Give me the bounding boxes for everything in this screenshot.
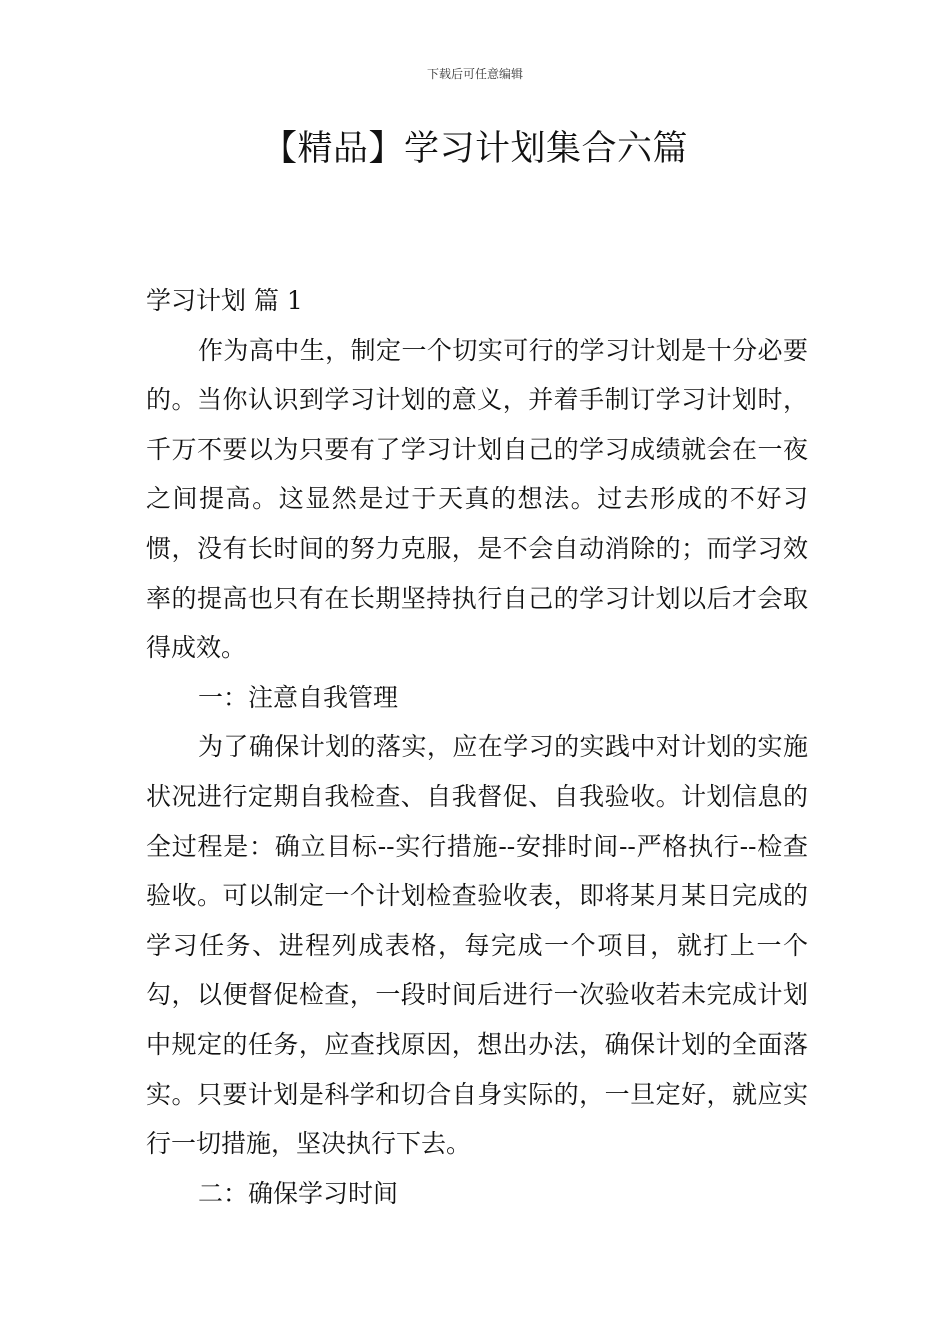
subheading-study-time: 二：确保学习时间	[198, 1178, 399, 1208]
subheading-self-management: 一：注意自我管理	[198, 682, 399, 712]
document-title: 【精品】学习计划集合六篇	[261, 129, 688, 169]
document-body	[146, 276, 808, 1218]
paragraph-intro: 作为高中生，制定一个切实可行的学习计划是十分必要的。当你认识到学习计划的意义，并着手制订学习计划时，千万不要以为只要有了学习计划自己的学习成绩就会在一夜之间提高。这显然是过于天真的想法。过去形成的不好习惯，没有长时间的努力克服，是不会自动消除的；而学习效率的提高也只有在长期坚持执行自己的学习计划以后才会取得成效。	[146, 335, 808, 663]
section-heading: 学习计划 篇 1	[146, 286, 303, 315]
header-note: 下载后可任意编辑	[426, 67, 523, 81]
paragraph-self-management: 为了确保计划的落实，应在学习的实践中对计划的实施状况进行定期自我检查、自我督促、自我验收。计划信息的全过程是：确立目标--实行措施--安排时间--严格执行--检查验收。可以制定一个计划检查验收表，即将某月某日完成的学习任务、进程列成表格，每完成一个项目，就打上一个勾，以便督促检查，一段时间后进行一次验收若未完成计划中规定的任务，应查找原因，想出办法，确保计划的全面落实。只要计划是科学和切合自身实际的，一旦定好，就应实行一切措施，坚决执行下去。	[146, 732, 808, 1159]
